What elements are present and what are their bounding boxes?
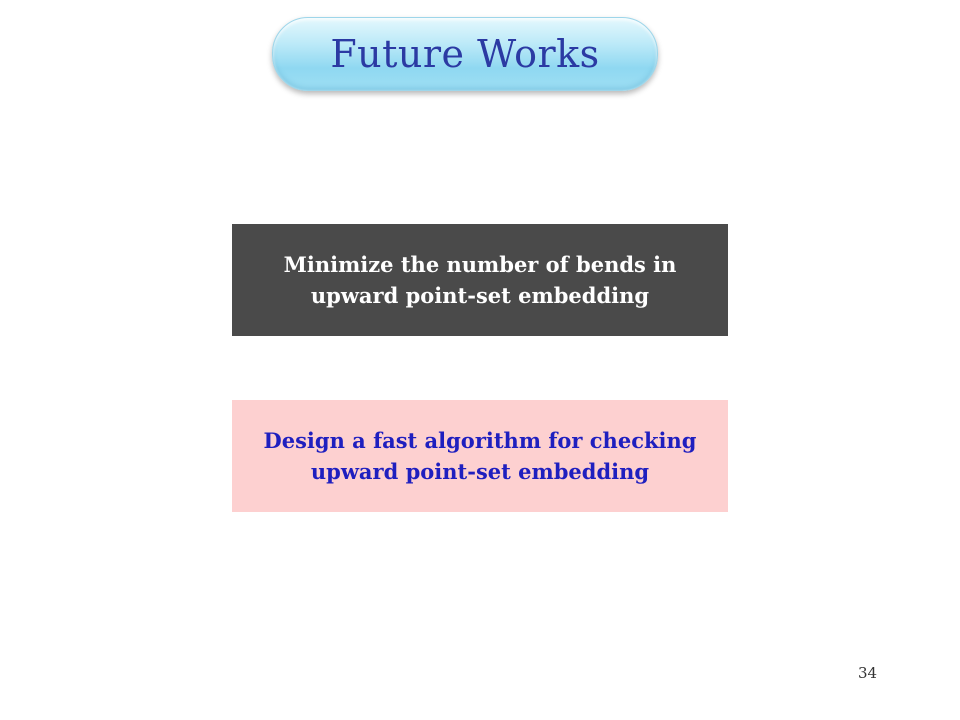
future-work-item-algorithm-line2: upward point-set embedding	[310, 459, 650, 484]
future-work-item-algorithm-line1: Design a fast algorithm for checking	[263, 428, 697, 453]
future-work-item-bends	[232, 224, 728, 336]
slide-title: Future Works	[330, 32, 600, 76]
future-work-item-bends-line1: Minimize the number of bends in	[283, 252, 677, 277]
future-work-item-algorithm	[232, 400, 728, 512]
title-banner	[272, 17, 658, 91]
page-number: 34	[858, 664, 878, 682]
future-work-item-bends-line2: upward point-set embedding	[310, 283, 650, 308]
